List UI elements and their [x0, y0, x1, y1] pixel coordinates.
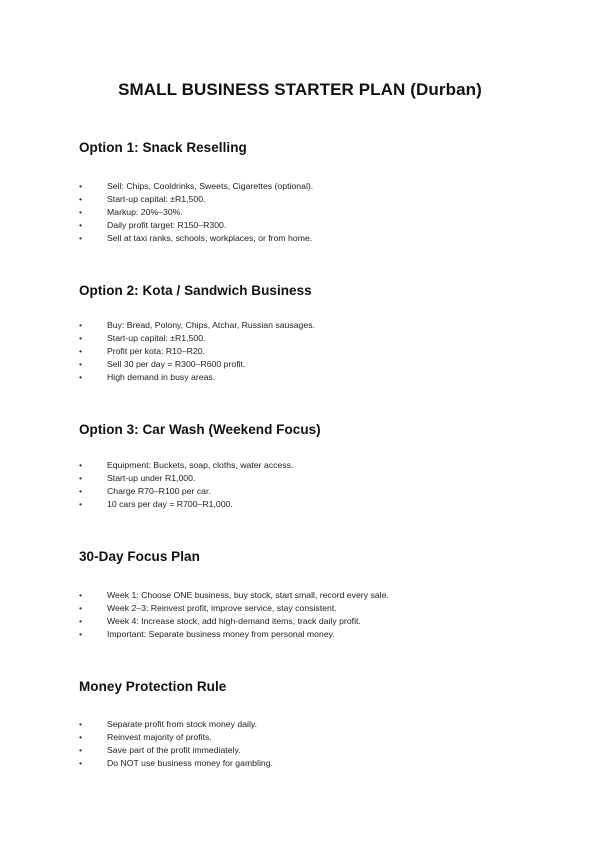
- list-item: [79, 615, 549, 628]
- section-heading-focus-plan: 30-Day Focus Plan: [79, 549, 200, 564]
- bullet-list-money-protection: [79, 718, 549, 770]
- list-item-text: Markup: 20%–30%.: [107, 207, 183, 218]
- list-item: [79, 472, 549, 485]
- list-item: [79, 206, 549, 219]
- list-item: [79, 358, 549, 371]
- bullet-icon: •: [79, 732, 83, 743]
- list-item: [79, 731, 549, 744]
- bullet-icon: •: [79, 181, 83, 191]
- bullet-icon: •: [79, 745, 83, 756]
- bullet-icon: •: [79, 333, 83, 344]
- list-item-text: Save part of the profit immediately.: [107, 745, 241, 756]
- list-item-text: Equipment: Buckets, soap, cloths, water access.: [107, 460, 294, 470]
- bullet-icon: •: [79, 758, 83, 769]
- list-item-text: Sell 30 per day = R300–R600 profit.: [107, 359, 246, 370]
- bullet-icon: •: [79, 320, 83, 330]
- list-item: [79, 602, 549, 615]
- bullet-list-focus-plan: [79, 589, 549, 641]
- bullet-icon: •: [79, 473, 83, 484]
- list-item: [79, 744, 549, 757]
- list-item-text: Week 1: Choose ONE business, buy stock, start small, record every sale.: [107, 590, 389, 600]
- list-item-text: Separate profit from stock money daily.: [107, 719, 258, 729]
- list-item-text: Week 4: Increase stock, add high-demand items, track daily profit.: [107, 616, 361, 627]
- section-heading-money-protection: Money Protection Rule: [79, 679, 227, 694]
- list-item: [79, 718, 549, 731]
- list-item-text: Start-up capital: ±R1,500.: [107, 194, 206, 205]
- list-item-text: Reinvest majority of profits.: [107, 732, 212, 743]
- list-item: [79, 232, 549, 245]
- list-item: [79, 193, 549, 206]
- bullet-icon: •: [79, 233, 83, 244]
- list-item-text: Buy: Bread, Polony, Chips, Atchar, Russian sausages.: [107, 320, 315, 330]
- list-item: [79, 757, 549, 770]
- bullet-icon: •: [79, 603, 83, 614]
- bullet-icon: •: [79, 616, 83, 627]
- bullet-icon: •: [79, 346, 83, 357]
- list-item-text: Sell at taxi ranks, schools, workplaces, or from home.: [107, 233, 313, 244]
- bullet-icon: •: [79, 590, 83, 600]
- list-item-text: Charge R70–R100 per car.: [107, 486, 211, 497]
- list-item-text: Sell: Chips, Cooldrinks, Sweets, Cigarettes (optional).: [107, 181, 314, 191]
- list-item-text: Start-up capital: ±R1,500.: [107, 333, 206, 344]
- section-heading-option1: Option 1: Snack Reselling: [79, 140, 247, 155]
- list-item: [79, 498, 549, 511]
- bullet-icon: •: [79, 460, 83, 470]
- section-heading-option3: Option 3: Car Wash (Weekend Focus): [79, 422, 321, 437]
- list-item: [79, 180, 549, 193]
- list-item-text: Daily profit target: R150–R300.: [107, 220, 227, 231]
- bullet-icon: •: [79, 194, 83, 205]
- list-item: [79, 628, 549, 641]
- list-item: [79, 332, 549, 345]
- section-heading-option2: Option 2: Kota / Sandwich Business: [79, 283, 312, 298]
- bullet-icon: •: [79, 207, 83, 218]
- bullet-icon: •: [79, 372, 83, 383]
- list-item: [79, 371, 549, 384]
- list-item-text: Do NOT use business money for gambling.: [107, 758, 273, 769]
- list-item-text: Profit per kota: R10–R20.: [107, 346, 206, 357]
- list-item-text: Important: Separate business money from personal money.: [107, 629, 335, 640]
- bullet-list-option3: [79, 459, 549, 511]
- list-item-text: Start-up under R1,000.: [107, 473, 196, 484]
- list-item: [79, 459, 549, 472]
- bullet-list-option1: [79, 180, 549, 245]
- list-item: [79, 319, 549, 332]
- bullet-icon: •: [79, 629, 83, 640]
- list-item-text: High demand in busy areas.: [107, 372, 216, 383]
- bullet-list-option2: [79, 319, 549, 384]
- list-item: [79, 219, 549, 232]
- bullet-icon: •: [79, 220, 83, 231]
- bullet-icon: •: [79, 499, 83, 510]
- list-item: [79, 345, 549, 358]
- list-item-text: 10 cars per day = R700–R1,000.: [107, 499, 233, 510]
- page-title: SMALL BUSINESS STARTER PLAN (Durban): [118, 80, 482, 99]
- bullet-icon: •: [79, 719, 83, 729]
- list-item-text: Week 2–3: Reinvest profit, improve service, stay consistent.: [107, 603, 337, 614]
- bullet-icon: •: [79, 359, 83, 370]
- bullet-icon: •: [79, 486, 83, 497]
- list-item: [79, 589, 549, 602]
- list-item: [79, 485, 549, 498]
